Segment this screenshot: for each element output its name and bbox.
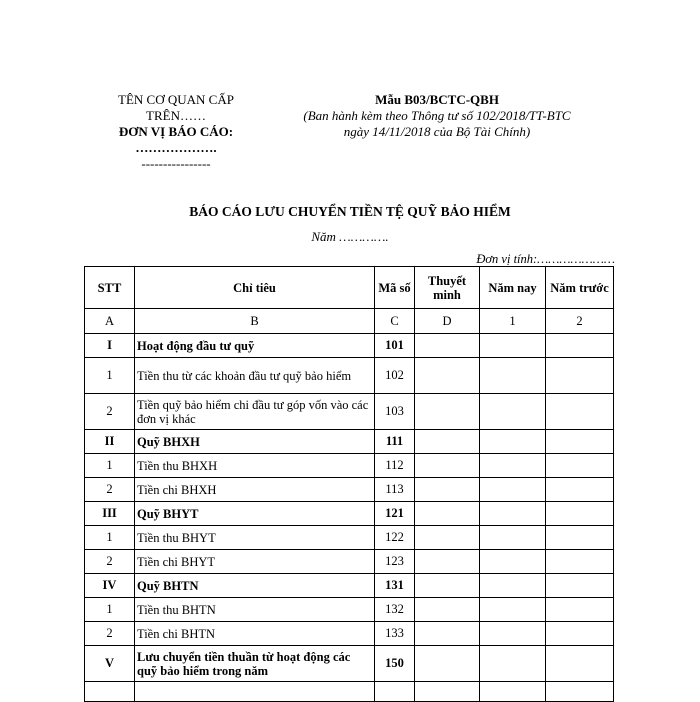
table-row bbox=[85, 526, 614, 550]
this-year-cell bbox=[480, 394, 546, 430]
indicator-cell: Tiền thu BHXH bbox=[135, 454, 375, 478]
this-year-cell bbox=[480, 358, 546, 394]
table-row bbox=[85, 478, 614, 502]
last-year-cell bbox=[546, 598, 614, 622]
stt-cell: IV bbox=[85, 574, 135, 598]
unit-of-measure: Đơn vị tính:………………… bbox=[476, 252, 615, 266]
letter-cell: 1 bbox=[480, 309, 546, 334]
reporting-unit-label: ĐƠN VỊ BÁO CÁO: bbox=[118, 124, 234, 139]
letter-cell: C bbox=[375, 309, 415, 334]
indicator-cell: Tiền chi BHXH bbox=[135, 478, 375, 502]
empty-cell bbox=[546, 682, 614, 702]
reporting-unit-placeholder: ………………. bbox=[135, 140, 217, 155]
stt-cell: 1 bbox=[85, 358, 135, 394]
stt-cell: V bbox=[85, 646, 135, 682]
last-year-cell bbox=[546, 526, 614, 550]
table-row bbox=[85, 574, 614, 598]
col-header-this-year: Năm nay bbox=[480, 267, 546, 309]
report-year: Năm …………. bbox=[311, 229, 389, 244]
this-year-cell bbox=[480, 598, 546, 622]
note-cell bbox=[415, 478, 480, 502]
this-year-cell bbox=[480, 454, 546, 478]
indicator-cell: Tiền quỹ bảo hiểm chi đầu tư góp vốn vào các đơn vị khác bbox=[135, 394, 375, 430]
last-year-cell bbox=[546, 646, 614, 682]
col-header-indicator: Chỉ tiêu bbox=[135, 267, 375, 309]
empty-cell bbox=[415, 682, 480, 702]
table-row bbox=[85, 622, 614, 646]
note-cell bbox=[415, 358, 480, 394]
indicator-cell: Tiền thu từ các khoản đầu tư quỹ bảo hiểm bbox=[135, 358, 375, 394]
indicator-cell: Tiền thu BHYT bbox=[135, 526, 375, 550]
circular-reference: (Ban hành kèm theo Thông tư số 102/2018/TT-BTC bbox=[303, 108, 571, 123]
indicator-cell: Tiền chi BHYT bbox=[135, 550, 375, 574]
indicator-cell: Hoạt động đầu tư quỹ bbox=[135, 334, 375, 358]
table-row bbox=[85, 454, 614, 478]
col-header-code: Mã số bbox=[375, 267, 415, 309]
table-row bbox=[85, 598, 614, 622]
stt-cell: 2 bbox=[85, 478, 135, 502]
letter-cell: B bbox=[135, 309, 375, 334]
code-cell: 123 bbox=[375, 550, 415, 574]
note-cell bbox=[415, 526, 480, 550]
table-row bbox=[85, 334, 614, 358]
stt-cell: 2 bbox=[85, 394, 135, 430]
this-year-cell bbox=[480, 502, 546, 526]
code-cell: 111 bbox=[375, 430, 415, 454]
agency-line-2: TRÊN…… bbox=[146, 108, 206, 123]
table-row bbox=[85, 358, 614, 394]
table-header-row bbox=[85, 267, 614, 309]
this-year-cell bbox=[480, 334, 546, 358]
stt-cell: I bbox=[85, 334, 135, 358]
col-header-last-year: Năm trước bbox=[546, 267, 614, 309]
header-right bbox=[282, 92, 592, 140]
letter-cell: D bbox=[415, 309, 480, 334]
stt-cell: 2 bbox=[85, 550, 135, 574]
cashflow-table bbox=[84, 266, 614, 702]
note-cell bbox=[415, 502, 480, 526]
col-header-stt: STT bbox=[85, 267, 135, 309]
indicator-cell: Tiền thu BHTN bbox=[135, 598, 375, 622]
circular-date: ngày 14/11/2018 của Bộ Tài Chính) bbox=[343, 124, 531, 139]
stt-cell: 2 bbox=[85, 622, 135, 646]
letter-cell: A bbox=[85, 309, 135, 334]
note-cell bbox=[415, 574, 480, 598]
empty-cell bbox=[480, 682, 546, 702]
this-year-cell bbox=[480, 526, 546, 550]
last-year-cell bbox=[546, 454, 614, 478]
indicator-cell: Quỹ BHXH bbox=[135, 430, 375, 454]
table-row bbox=[85, 502, 614, 526]
last-year-cell bbox=[546, 550, 614, 574]
last-year-cell bbox=[546, 478, 614, 502]
header-divider: ---------------- bbox=[141, 156, 211, 171]
last-year-cell bbox=[546, 358, 614, 394]
note-cell bbox=[415, 646, 480, 682]
this-year-cell bbox=[480, 550, 546, 574]
this-year-cell bbox=[480, 430, 546, 454]
stt-cell: 1 bbox=[85, 526, 135, 550]
empty-cell bbox=[85, 682, 135, 702]
table-row bbox=[85, 430, 614, 454]
table-row bbox=[85, 394, 614, 430]
stt-cell: 1 bbox=[85, 598, 135, 622]
note-cell bbox=[415, 430, 480, 454]
letter-cell: 2 bbox=[546, 309, 614, 334]
table-row-cutoff bbox=[85, 682, 614, 702]
code-cell: 150 bbox=[375, 646, 415, 682]
code-cell: 102 bbox=[375, 358, 415, 394]
code-cell: 131 bbox=[375, 574, 415, 598]
indicator-cell: Lưu chuyển tiền thuần từ hoạt động các quỹ bảo hiểm trong năm bbox=[135, 646, 375, 682]
last-year-cell bbox=[546, 502, 614, 526]
form-code: Mẫu B03/BCTC-QBH bbox=[375, 92, 499, 107]
code-cell: 103 bbox=[375, 394, 415, 430]
code-cell: 122 bbox=[375, 526, 415, 550]
last-year-cell bbox=[546, 394, 614, 430]
note-cell bbox=[415, 622, 480, 646]
this-year-cell bbox=[480, 622, 546, 646]
report-title: BÁO CÁO LƯU CHUYỂN TIỀN TỆ QUỸ BẢO HIỂM bbox=[189, 204, 511, 219]
last-year-cell bbox=[546, 574, 614, 598]
stt-cell: II bbox=[85, 430, 135, 454]
stt-cell: 1 bbox=[85, 454, 135, 478]
code-cell: 113 bbox=[375, 478, 415, 502]
this-year-cell bbox=[480, 646, 546, 682]
empty-cell bbox=[375, 682, 415, 702]
note-cell bbox=[415, 598, 480, 622]
last-year-cell bbox=[546, 334, 614, 358]
note-cell bbox=[415, 454, 480, 478]
code-cell: 112 bbox=[375, 454, 415, 478]
indicator-cell: Quỹ BHTN bbox=[135, 574, 375, 598]
table-row bbox=[85, 646, 614, 682]
note-cell bbox=[415, 550, 480, 574]
table-letter-row bbox=[85, 309, 614, 334]
code-cell: 133 bbox=[375, 622, 415, 646]
empty-cell bbox=[135, 682, 375, 702]
header-left bbox=[96, 92, 256, 172]
agency-line-1: TÊN CƠ QUAN CẤP bbox=[118, 92, 234, 107]
code-cell: 132 bbox=[375, 598, 415, 622]
indicator-cell: Quỹ BHYT bbox=[135, 502, 375, 526]
last-year-cell bbox=[546, 430, 614, 454]
table-row bbox=[85, 550, 614, 574]
col-header-note: Thuyết minh bbox=[415, 267, 480, 309]
note-cell bbox=[415, 394, 480, 430]
indicator-cell: Tiền chi BHTN bbox=[135, 622, 375, 646]
last-year-cell bbox=[546, 622, 614, 646]
stt-cell: III bbox=[85, 502, 135, 526]
this-year-cell bbox=[480, 574, 546, 598]
code-cell: 121 bbox=[375, 502, 415, 526]
note-cell bbox=[415, 334, 480, 358]
this-year-cell bbox=[480, 478, 546, 502]
code-cell: 101 bbox=[375, 334, 415, 358]
